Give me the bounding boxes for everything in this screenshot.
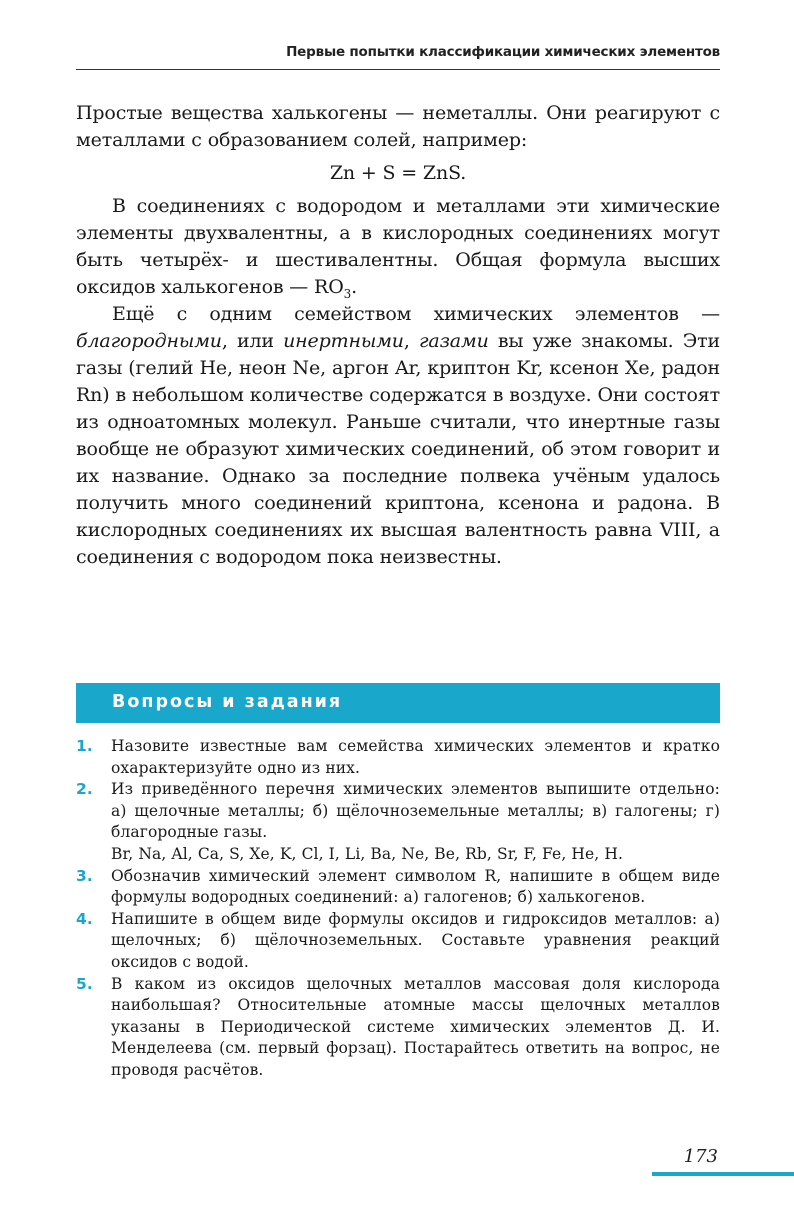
question-number: 5.: [76, 974, 93, 993]
question-number: 2.: [76, 780, 93, 799]
question-text: Из приведённого перечня химических элементов выпишите отдельно: а) щелочные металлы; б) щёлочноземельные металлы; в) галогены; г) благородные газы.: [111, 780, 720, 842]
paragraph-noble-gases: [76, 301, 720, 571]
paragraph-chalcogens: Простые вещества халькогены — неметаллы. Они реагируют с металлами с образованием солей, например:: [76, 102, 720, 151]
header-rule: [76, 69, 720, 70]
noble-gases-rest: вы уже знакомы. Эти газы (гелий He, неон Ne, аргон Ar, криптон Kr, ксенон Xe, радон Rn) в небольшом количестве содержатся в воздухе. Они состоят из одноатомных молекул. Раньше считали, что инертные газы вообще не образуют химических соединений, об этом говорит и их название. Однако за последние полвека учёным удалось получить много соединений криптона, ксенона и радона. В кислородных соединениях их высшая валентность равна VIII, а соединения с водородом пока неизвестны.: [76, 330, 720, 568]
noble-gases-mid1: , или: [221, 330, 284, 352]
equation: Zn + S = ZnS.: [329, 162, 467, 184]
question-item: [76, 736, 720, 779]
questions-list: [76, 736, 720, 1082]
term-inert: инертными: [283, 330, 404, 352]
question-text: Напишите в общем виде формулы оксидов и гидроксидов металлов: а) щелочных; б) щёлочноземельных. Составьте уравнения реакций оксидов с водой.: [111, 909, 720, 971]
questions-section-header: [76, 683, 720, 723]
question-item: [76, 974, 720, 1082]
question-item: [76, 779, 720, 865]
question-item: [76, 866, 720, 909]
term-gases: газами: [418, 330, 489, 352]
page-number-bar: [652, 1172, 794, 1176]
paragraph-valence-end: .: [351, 276, 358, 298]
paragraph-valence-text: В соединениях с водородом и металлами эти химические элементы двухвалентны, а в кислородных соединениях могут быть четырёх- и шестивалентны. Общая формула высших оксидов халькогенов — RO: [76, 195, 720, 298]
question-text: В каком из оксидов щелочных металлов массовая доля кислорода наибольшая? Относительные атомные массы щелочных металлов указаны в Периодической системе химических элементов Д. И. Менделеева (см. первый форзац). Постарайтесь ответить на вопрос, не проводя расчётов.: [111, 974, 720, 1079]
running-header: Первые попытки классификации химических элементов: [286, 44, 720, 60]
question-number: 4.: [76, 909, 93, 928]
formula-subscript: 3: [343, 286, 352, 301]
question-number: 1.: [76, 737, 93, 755]
paragraph-valence: [76, 193, 720, 301]
question-number: 3.: [76, 866, 93, 885]
question-text: Назовите известные вам семейства химических элементов и кратко охарактеризуйте одно из них.: [111, 737, 720, 777]
page-number: 173: [683, 1146, 718, 1167]
question-item: [76, 909, 720, 974]
element-list: Br, Na, Al, Ca, S, Xe, K, Cl, I, Li, Ba, Ne, Be, Rb, Sr, F, Fe, He, H.: [111, 844, 623, 863]
term-noble: благородными: [76, 330, 222, 352]
noble-gases-start: Ещё с одним семейством химических элементов —: [112, 303, 720, 325]
main-text: [76, 100, 720, 571]
questions-title: Вопросы и задания: [112, 692, 343, 712]
question-text: Обозначив химический элемент символом R, напишите в общем виде формулы водородных соединений: а) галогенов; б) халькогенов.: [111, 866, 720, 907]
noble-gases-mid2: ,: [403, 330, 419, 352]
